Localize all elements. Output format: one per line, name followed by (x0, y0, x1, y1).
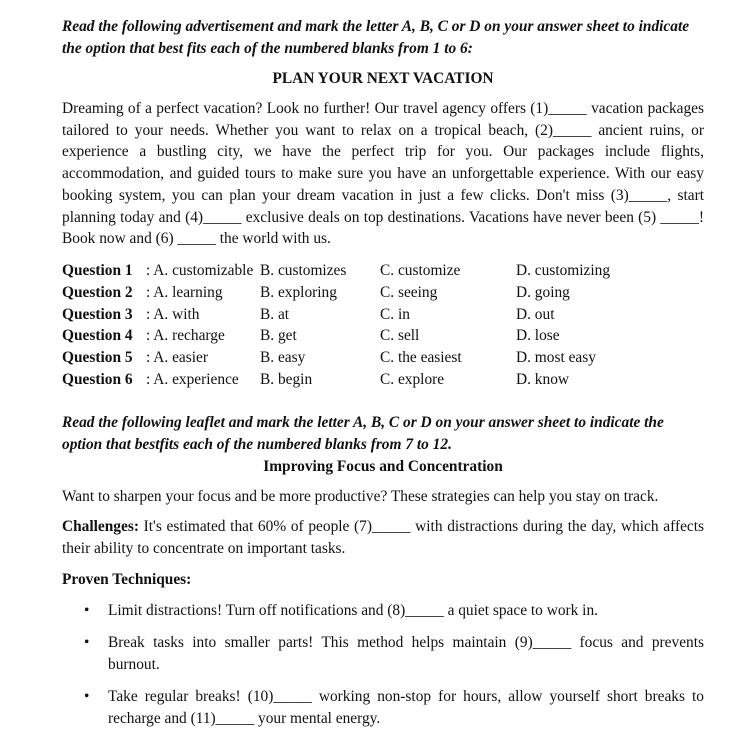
option-c: C. sell (380, 327, 420, 345)
technique-text: Break tasks into smaller parts! This method helps maintain (9)_____ focus and prevents burnout. (108, 633, 704, 673)
question-label: Question 2 (62, 283, 133, 301)
section2-instruction: Read the following leaflet and mark the letter A, B, C or D on your answer sheet to indicate the option that bestfits each of the numbered blanks from 7 to 12. (62, 413, 664, 453)
question-row (62, 369, 704, 391)
challenges-paragraph (62, 516, 704, 559)
techniques-heading: Proven Techniques: (62, 570, 192, 588)
option-b: B. at (260, 305, 290, 323)
option-c: C. in (380, 305, 410, 323)
list-item (62, 632, 704, 676)
option-b: B. easy (260, 349, 306, 367)
question-row (62, 260, 704, 282)
challenges-text: It's estimated that 60% of people (7)_____ with distractions during the day, which affects their ability to concentrate on important tasks. (62, 518, 704, 558)
option-d: D. most easy (516, 349, 596, 367)
option-c: C. seeing (380, 283, 438, 301)
technique-text: Take regular breaks! (10)_____ working non-stop for hours, allow yourself short breaks to recharge and (11)_____ your mental energy. (108, 687, 704, 727)
worksheet-page (62, 16, 704, 740)
option-a: : A. with (146, 305, 200, 323)
question-row (62, 347, 704, 369)
option-c: C. customize (380, 261, 461, 279)
question-label: Question 6 (62, 370, 133, 388)
question-row (62, 325, 704, 347)
question-row (62, 282, 704, 304)
option-b: B. customizes (260, 261, 347, 279)
option-b: B. get (260, 327, 297, 345)
section2-title: Improving Focus and Concentration (263, 457, 503, 475)
question-list (62, 260, 704, 391)
section1-title: PLAN YOUR NEXT VACATION (272, 70, 494, 87)
question-label: Question 4 (62, 327, 133, 345)
question-label: Question 5 (62, 349, 133, 367)
option-d: D. out (516, 305, 555, 323)
list-item (62, 686, 704, 730)
list-item (62, 600, 704, 622)
option-a: : A. learning (146, 283, 223, 301)
option-a: : A. customizable (146, 261, 254, 279)
option-c: C. the easiest (380, 349, 462, 367)
bullet-icon: • (84, 633, 90, 651)
option-d: D. lose (516, 327, 560, 345)
option-a: : A. easier (146, 349, 208, 367)
technique-text: Limit distractions! Turn off notifications and (8)_____ a quiet space to work in. (108, 601, 599, 619)
question-label: Question 3 (62, 305, 133, 323)
option-d: D. going (516, 283, 570, 301)
techniques-list (62, 600, 704, 730)
bullet-icon: • (84, 687, 90, 705)
option-b: B. begin (260, 370, 313, 388)
option-d: D. customizing (516, 261, 611, 279)
advertisement-passage: Dreaming of a perfect vacation? Look no further! Our travel agency offers (1)_____ vacation packages tailored to your needs. Whether you want to relax on a tropical beach, (2)_____ ancient ruins, or experience a bustling city, we have the perfect trip for you. Our packages include flights, accommodation, and guided tours to make sure you have an unforgettable experience. With our easy booking system, you can plan your dream vacation in just a few clicks. Don't miss (3)_____, start planning today and (4)_____ exclusive deals on top destinations. Vacations have never been (5) _____! Book now and (6) _____ the world with us. (62, 100, 704, 248)
challenges-label: Challenges: (62, 518, 139, 536)
bullet-icon: • (84, 601, 90, 619)
option-c: C. explore (380, 370, 445, 388)
option-a: : A. experience (146, 370, 239, 388)
option-d: D. know (516, 370, 570, 388)
question-label: Question 1 (62, 261, 133, 279)
question-row (62, 304, 704, 326)
section1-instruction: Read the following advertisement and mark the letter A, B, C or D on your answer sheet to indicate the option that best fits each of the numbered blanks from 1 to 6: (62, 18, 690, 57)
option-b: B. exploring (260, 283, 337, 301)
leaflet-intro: Want to sharpen your focus and be more productive? These strategies can help you stay on track. (62, 487, 659, 505)
option-a: : A. recharge (146, 327, 225, 345)
